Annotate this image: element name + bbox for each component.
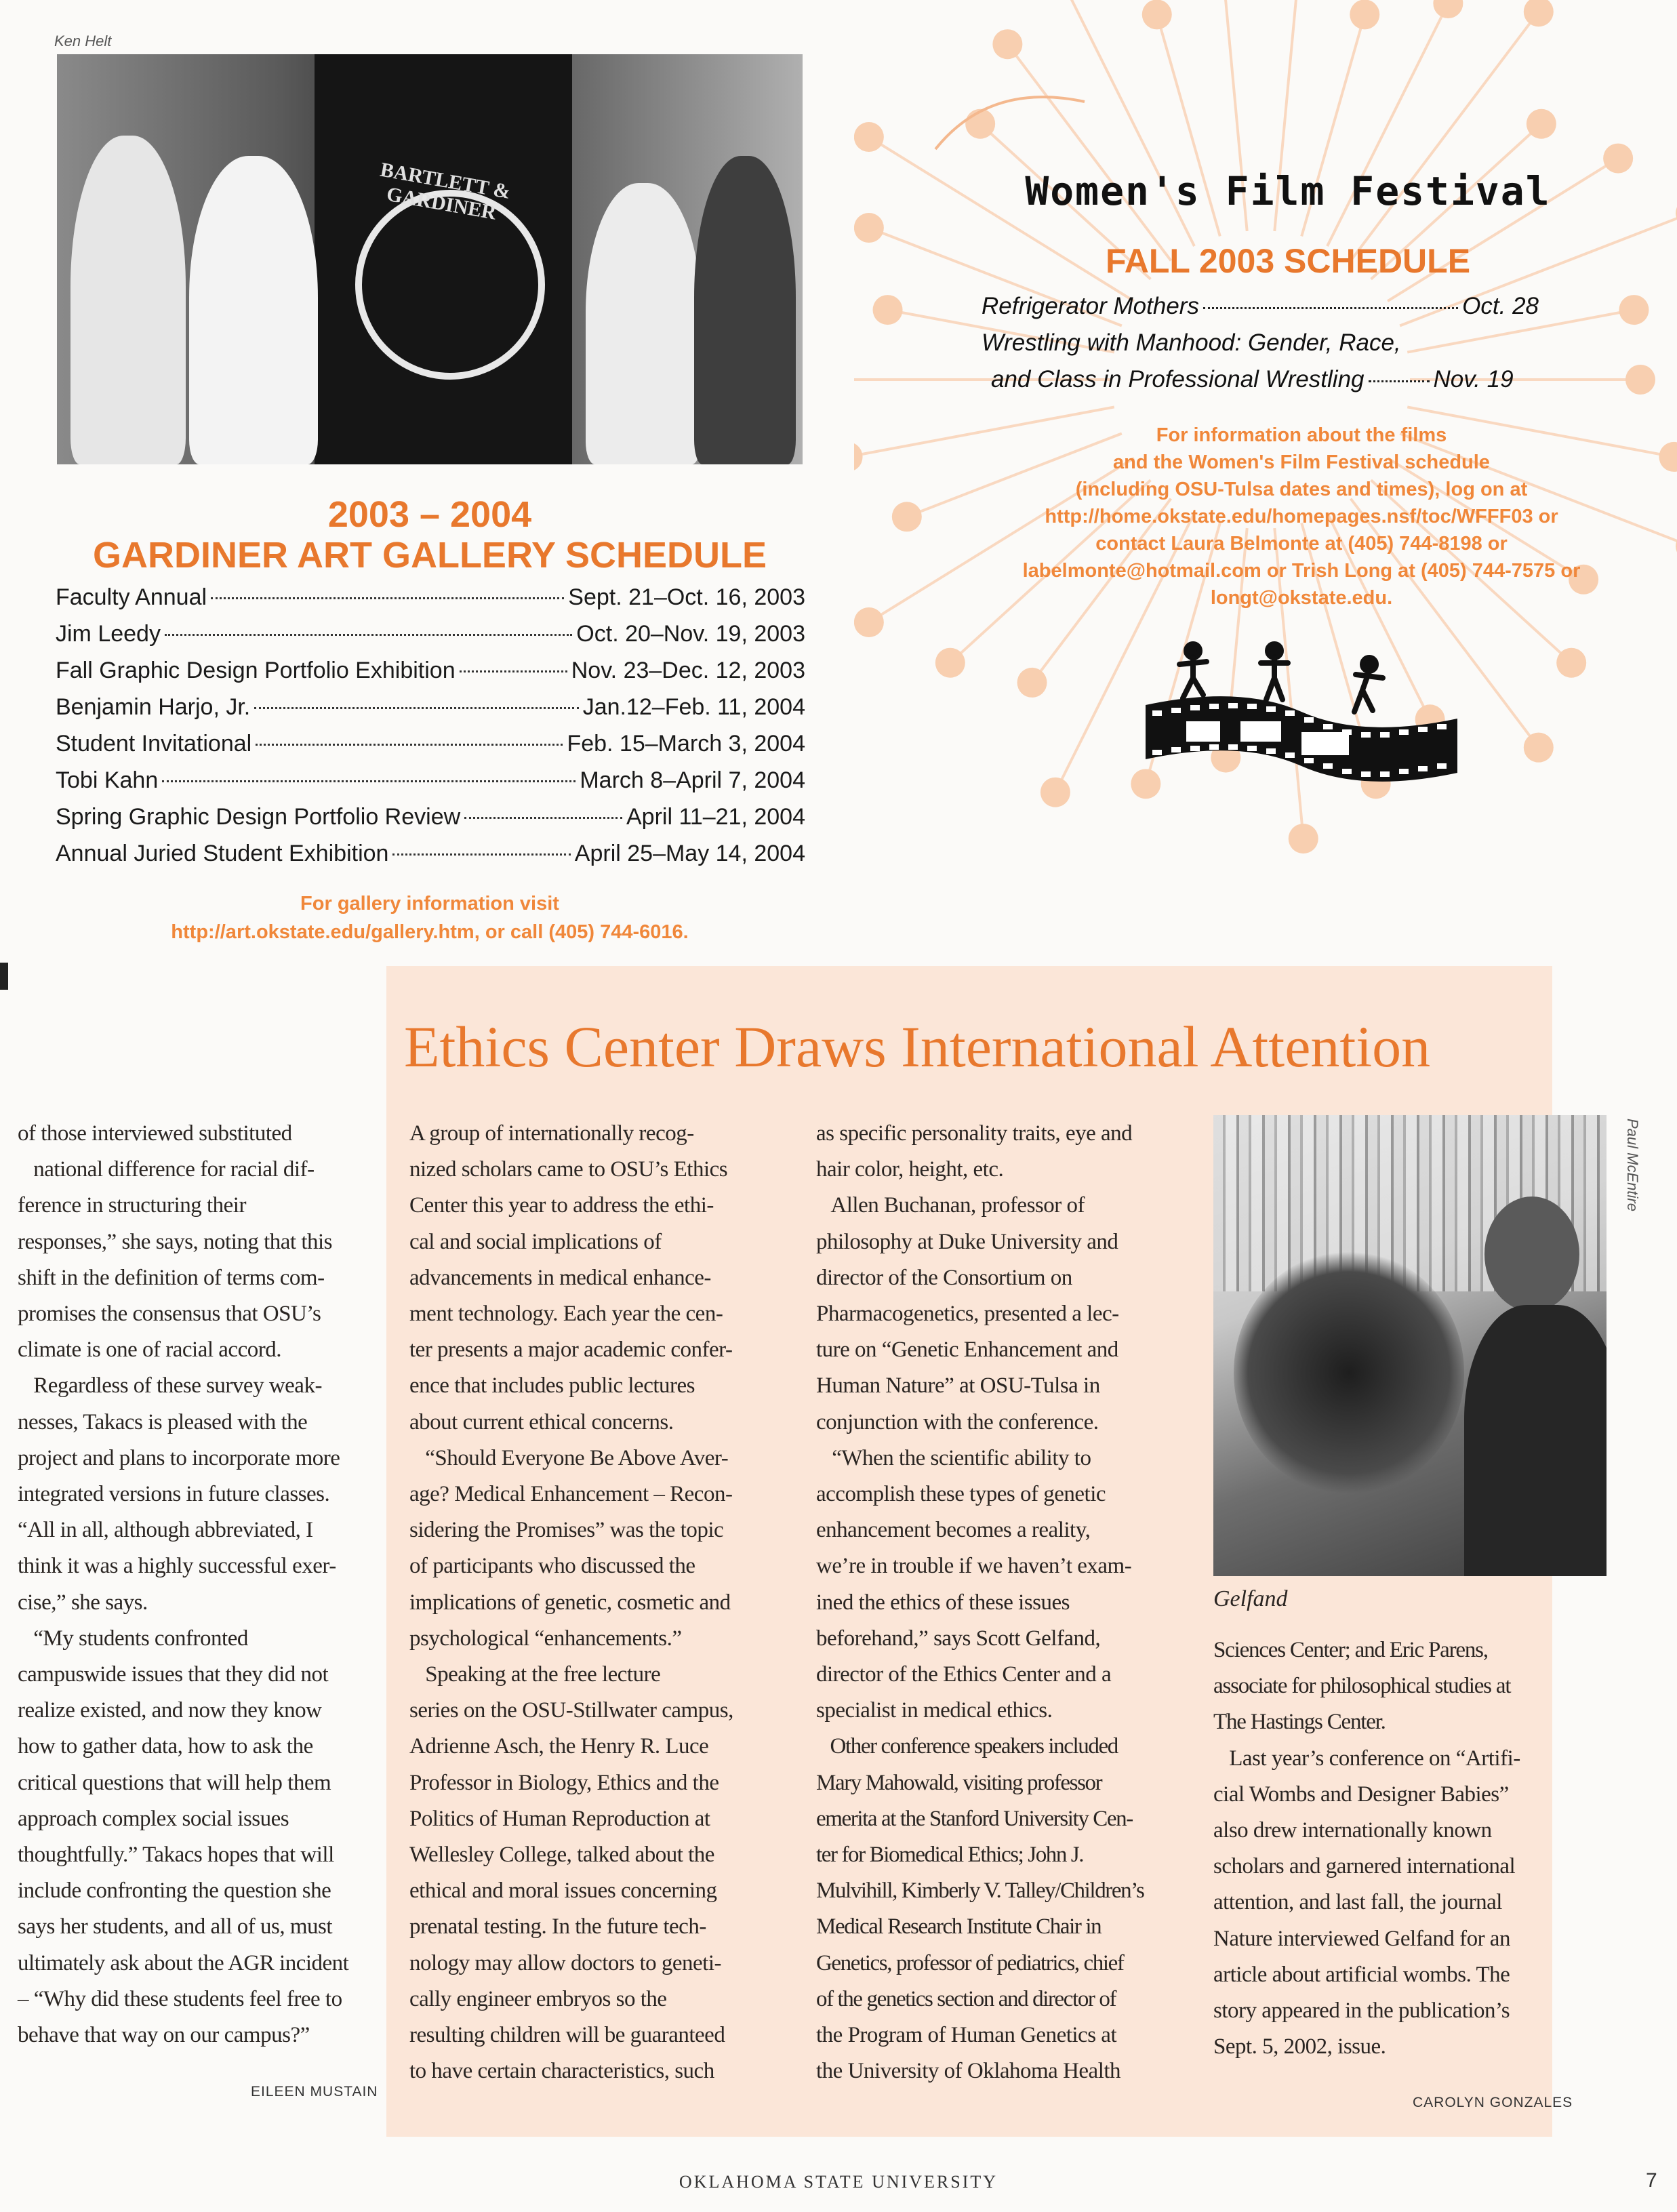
text-line: cal and social implications of — [409, 1229, 662, 1254]
text-line: A group of internationally recog- — [409, 1121, 694, 1146]
gallery-exhibit: Jim Leedy — [56, 621, 161, 647]
wff-title: Women's Film Festival — [1025, 168, 1551, 214]
leader-dots — [460, 670, 567, 672]
person-1 — [70, 136, 186, 464]
burst-dot — [1040, 778, 1070, 807]
text-line: resulting children will be guaranteed — [409, 2023, 725, 2048]
burst-dot — [1350, 0, 1379, 29]
gallery-date: April 25–May 14, 2004 — [574, 841, 805, 866]
gallery-exhibit: Faculty Annual — [56, 584, 207, 610]
text-line: ment technology. Each year the cen- — [409, 1302, 723, 1327]
gallery-row — [56, 584, 805, 618]
wff-subtitle: FALL 2003 SCHEDULE — [1105, 242, 1471, 280]
text-line: Human Nature” at OSU-Tulsa in — [816, 1373, 1100, 1399]
article-title: Ethics Center Draws International Attention — [404, 1014, 1431, 1079]
text-line: Mulvihill, Kimberly V. Talley/Children’s — [816, 1878, 1144, 1904]
wff-film-name: and Class in Professional Wrestling — [991, 366, 1365, 393]
text-line: nology may allow doctors to geneti- — [409, 1950, 721, 1975]
text-line: emerita at the Stanford University Cen- — [816, 1806, 1133, 1831]
text-line: national difference for racial dif- — [18, 1157, 315, 1182]
text-line: critical questions that will help them — [18, 1770, 331, 1795]
text-line: approach complex social issues — [18, 1806, 289, 1831]
text-line: advancements in medical enhance- — [409, 1265, 711, 1290]
text-line: ter for Biomedical Ethics; John J. — [816, 1843, 1084, 1868]
text-line: “When the scientific ability to — [816, 1445, 1091, 1470]
text-line: age? Medical Enhancement – Recon- — [409, 1482, 733, 1507]
gallery-row — [56, 694, 805, 728]
text-line: Medical Research Institute Chair in — [816, 1914, 1102, 1939]
text-line: enhancement becomes a reality, — [816, 1518, 1091, 1543]
text-line: think it was a highly successful exer- — [18, 1554, 336, 1579]
text-line: ethical and moral issues concerning — [409, 1878, 717, 1904]
byline-eileen-mustain: EILEEN MUSTAIN — [251, 2084, 378, 2099]
person-4 — [694, 156, 796, 464]
text-line: ultimately ask about the AGR incident — [18, 1950, 349, 1975]
text-line: of those interviewed substituted — [18, 1121, 292, 1146]
text-line: – “Why did these students feel free to — [18, 1986, 342, 2011]
gallery-exhibit: Student Invitational — [56, 731, 252, 757]
burst-dot — [965, 109, 995, 139]
person-body — [1464, 1305, 1607, 1576]
text-line: nesses, Takacs is pleased with the — [18, 1409, 308, 1434]
text-line: conjunction with the conference. — [816, 1409, 1099, 1434]
gallery-row — [56, 658, 805, 691]
burst-dot — [1524, 733, 1554, 763]
gallery-info-line: For gallery information visit — [300, 893, 559, 914]
text-line: attention, and last fall, the journal — [1213, 1890, 1502, 1915]
text-line: “All in all, although abbreviated, I — [18, 1518, 313, 1543]
text-line: prenatal testing. In the future tech- — [409, 1914, 706, 1939]
text-line: hair color, height, etc. — [816, 1157, 1004, 1182]
burst-dot — [1433, 0, 1463, 18]
wff-info-line: http://home.okstate.edu/homepages.nsf/toc/WFFF03 or — [1045, 506, 1558, 527]
burst-dot — [1625, 365, 1655, 395]
gallery-exhibit: Annual Juried Student Exhibition — [56, 841, 389, 866]
photo-credit-top: Ken Helt — [54, 33, 112, 49]
burst-ray — [1351, 12, 1539, 260]
text-line: of participants who discussed the — [409, 1554, 695, 1579]
wff-row — [982, 293, 1539, 320]
gelfand-photo — [1213, 1115, 1607, 1576]
burst-dot — [935, 648, 965, 678]
text-line: shift in the definition of terms com- — [18, 1265, 325, 1290]
gallery-date: Feb. 15–March 3, 2004 — [567, 731, 805, 757]
article-column-1 — [18, 1116, 348, 2053]
leader-dots — [1369, 380, 1430, 382]
person-3 — [586, 183, 701, 464]
text-line: director of the Ethics Center and a — [816, 1662, 1112, 1687]
wff-info — [963, 422, 1640, 611]
wff-info-line: longt@okstate.edu. — [1210, 587, 1393, 609]
text-line: specialist in medical ethics. — [816, 1698, 1053, 1723]
text-line: “Should Everyone Be Above Aver- — [409, 1445, 729, 1470]
text-line: Mary Mahowald, visiting professor — [816, 1770, 1102, 1795]
photo-caption: Gelfand — [1213, 1586, 1288, 1611]
text-line: cial Wombs and Designer Babies” — [1213, 1782, 1509, 1807]
gallery-year: 2003 – 2004 — [327, 494, 532, 535]
burst-dot — [1524, 0, 1554, 26]
text-line: include confronting the question she — [18, 1878, 331, 1904]
gallery-date: Nov. 23–Dec. 12, 2003 — [571, 658, 805, 683]
text-line: beforehand,” says Scott Gelfand, — [816, 1626, 1101, 1651]
text-line: we’re in trouble if we haven’t exam- — [816, 1554, 1132, 1579]
gallery-row — [56, 731, 805, 765]
photo-poster — [315, 54, 572, 464]
text-line: of the genetics section and director of — [816, 1986, 1116, 2011]
burst-dot — [1017, 668, 1047, 698]
person-head — [1484, 1197, 1579, 1312]
text-line: psychological “enhancements.” — [409, 1626, 682, 1651]
text-line: implications of genetic, cosmetic and — [409, 1590, 731, 1615]
wff-row — [991, 366, 1539, 393]
text-line: realize existed, and now they know — [18, 1698, 322, 1723]
text-line: series on the OSU-Stillwater campus, — [409, 1698, 733, 1723]
text-line: ture on “Genetic Enhancement and — [816, 1338, 1118, 1363]
person-2 — [189, 156, 318, 464]
gallery-exhibit: Spring Graphic Design Portfolio Review — [56, 804, 461, 830]
burst-dot — [854, 607, 884, 637]
text-line: thoughtfully.” Takacs hopes that will — [18, 1843, 334, 1868]
byline-carolyn-gonzales: CAROLYN GONZALES — [1413, 2095, 1573, 2110]
text-line: ter presents a major academic confer- — [409, 1338, 733, 1363]
text-line: Sept. 5, 2002, issue. — [1213, 2034, 1386, 2059]
burst-dot — [992, 29, 1022, 59]
text-line: The Hastings Center. — [1213, 1710, 1386, 1735]
text-line: the University of Oklahoma Health — [816, 2059, 1121, 2084]
burst-dot — [1527, 109, 1556, 139]
gallery-row — [56, 767, 805, 801]
text-line: behave that way on our campus?” — [18, 2023, 310, 2048]
text-line: how to gather data, how to ask the — [18, 1734, 313, 1759]
text-line: Wellesley College, talked about the — [409, 1843, 714, 1868]
text-line: ence that includes public lectures — [409, 1373, 695, 1399]
page-number: 7 — [1646, 2169, 1657, 2192]
text-line: story appeared in the publication’s — [1213, 1998, 1510, 2024]
gallery-date: March 8–April 7, 2004 — [580, 767, 805, 793]
burst-dot — [1619, 295, 1649, 325]
gallery-exhibit: Tobi Kahn — [56, 767, 159, 793]
text-line: Politics of Human Reproduction at — [409, 1806, 710, 1831]
text-line: Regardless of these survey weak- — [18, 1373, 322, 1399]
plant — [1234, 1251, 1464, 1495]
text-line: about current ethical concerns. — [409, 1409, 674, 1434]
gallery-row — [56, 804, 805, 838]
text-line: accomplish these types of genetic — [816, 1482, 1106, 1507]
poster-text: BARTLETT & GARDINER — [378, 158, 512, 224]
gallery-row — [56, 621, 805, 655]
text-line: to have certain characteristics, such — [409, 2059, 714, 2084]
text-line: also drew internationally known — [1213, 1818, 1492, 1843]
text-line: climate is one of racial accord. — [18, 1338, 281, 1363]
burst-dot — [854, 122, 884, 152]
text-line: campuswide issues that they did not — [18, 1662, 329, 1687]
wff-film-date: Oct. 28 — [1462, 293, 1539, 319]
text-line: scholars and garnered international — [1213, 1854, 1516, 1879]
text-line: cise,” she says. — [18, 1590, 148, 1615]
text-line: promises the consensus that OSU’s — [18, 1302, 321, 1327]
gallery-date: Jan.12–Feb. 11, 2004 — [582, 694, 805, 720]
text-line: associate for philosophical studies at — [1213, 1674, 1511, 1699]
text-line: Center this year to address the ethi- — [409, 1193, 714, 1218]
leader-dots — [162, 780, 575, 782]
wff-film-name: Refrigerator Mothers — [982, 293, 1199, 319]
burst-dot — [873, 295, 903, 325]
gallery-info — [57, 889, 803, 946]
wff-info-line: contact Laura Belmonte at (405) 744-8198 or — [1095, 533, 1508, 555]
gallery-exhibit: Fall Graphic Design Portfolio Exhibition — [56, 658, 456, 683]
photo-credit-side: Paul McEntire — [1624, 1119, 1641, 1211]
text-line: Speaking at the free lecture — [409, 1662, 661, 1687]
text-line: says her students, and all of us, must — [18, 1914, 333, 1939]
text-line: Last year’s conference on “Artifi- — [1213, 1746, 1520, 1771]
text-line: ined the ethics of these issues — [816, 1590, 1070, 1615]
article-column-2 — [409, 1116, 733, 2089]
burst-dot — [1659, 442, 1677, 472]
burst-dot — [854, 213, 884, 243]
text-line: project and plans to incorporate more — [18, 1445, 340, 1470]
text-line: Professor in Biology, Ethics and the — [409, 1770, 719, 1795]
page-edge-mark — [0, 963, 8, 990]
text-line: sidering the Promises” was the topic — [409, 1518, 724, 1543]
text-line: article about artificial wombs. The — [1213, 1962, 1510, 1987]
leader-dots — [256, 744, 563, 746]
text-line: Pharmacogenetics, presented a lec- — [816, 1302, 1119, 1327]
text-line: Other conference speakers included — [816, 1734, 1118, 1759]
article-column-3 — [816, 1116, 1144, 2089]
text-line: Sciences Center; and Eric Parens, — [1213, 1638, 1488, 1662]
gallery-date: Oct. 20–Nov. 19, 2003 — [576, 621, 805, 647]
wff-info-line: For information about the films — [1156, 424, 1447, 446]
text-line: philosophy at Duke University and — [816, 1229, 1118, 1254]
text-line: director of the Consortium on — [816, 1265, 1072, 1290]
leader-dots — [211, 597, 564, 599]
wff-info-line: and the Women's Film Festival schedule — [1113, 451, 1490, 473]
gallery-photo — [57, 54, 803, 464]
text-line: Adrienne Asch, the Henry R. Luce — [409, 1734, 709, 1759]
text-line: Genetics, professor of pediatrics, chief — [816, 1950, 1124, 1975]
article-column-4 — [1213, 1632, 1520, 2065]
text-line: nized scholars came to OSU’s Ethics — [409, 1157, 728, 1182]
text-line: cally engineer embryos so the — [409, 1986, 667, 2011]
wff-film-date: Nov. 19 — [1433, 366, 1514, 393]
text-line: Nature interviewed Gelfand for an — [1213, 1926, 1510, 1951]
wff-info-line: (including OSU-Tulsa dates and times), log on at — [1075, 479, 1528, 500]
wff-row — [982, 329, 1401, 357]
leader-dots — [254, 707, 578, 709]
leader-dots — [1203, 307, 1458, 309]
text-line: Allen Buchanan, professor of — [816, 1193, 1085, 1218]
burst-dot — [1142, 0, 1172, 29]
gallery-date: Sept. 21–Oct. 16, 2003 — [568, 584, 805, 610]
wff-film-name: Wrestling with Manhood: Gender, Race, — [982, 329, 1401, 356]
text-line: “My students confronted — [18, 1626, 248, 1651]
burst-dot — [1556, 648, 1586, 678]
burst-dot — [892, 502, 922, 531]
text-line: the Program of Human Genetics at — [816, 2023, 1117, 2048]
text-line: integrated versions in future classes. — [18, 1482, 330, 1507]
text-line: responses,” she says, noting that this — [18, 1229, 333, 1254]
leader-dots — [165, 634, 572, 636]
leader-dots — [464, 817, 622, 819]
gallery-row — [56, 841, 805, 874]
burst-dot — [854, 442, 863, 472]
wff-info-line: labelmonte@hotmail.com or Trish Long at (405) 744-7575 or — [1022, 560, 1581, 582]
burst-dot — [1603, 144, 1633, 174]
text-line: as specific personality traits, eye and — [816, 1121, 1133, 1146]
gallery-exhibit: Benjamin Harjo, Jr. — [56, 694, 251, 720]
leader-dots — [392, 853, 570, 856]
gallery-title: GARDINER ART GALLERY SCHEDULE — [92, 535, 767, 576]
footer-publication: OKLAHOMA STATE UNIVERSITY — [679, 2172, 998, 2192]
text-line: ference in structuring their — [18, 1193, 246, 1218]
gallery-info-line: http://art.okstate.edu/gallery.htm, or call (405) 744-6016. — [171, 921, 689, 943]
film-strip-logo-icon — [1139, 637, 1464, 834]
gallery-date: April 11–21, 2004 — [626, 804, 805, 830]
